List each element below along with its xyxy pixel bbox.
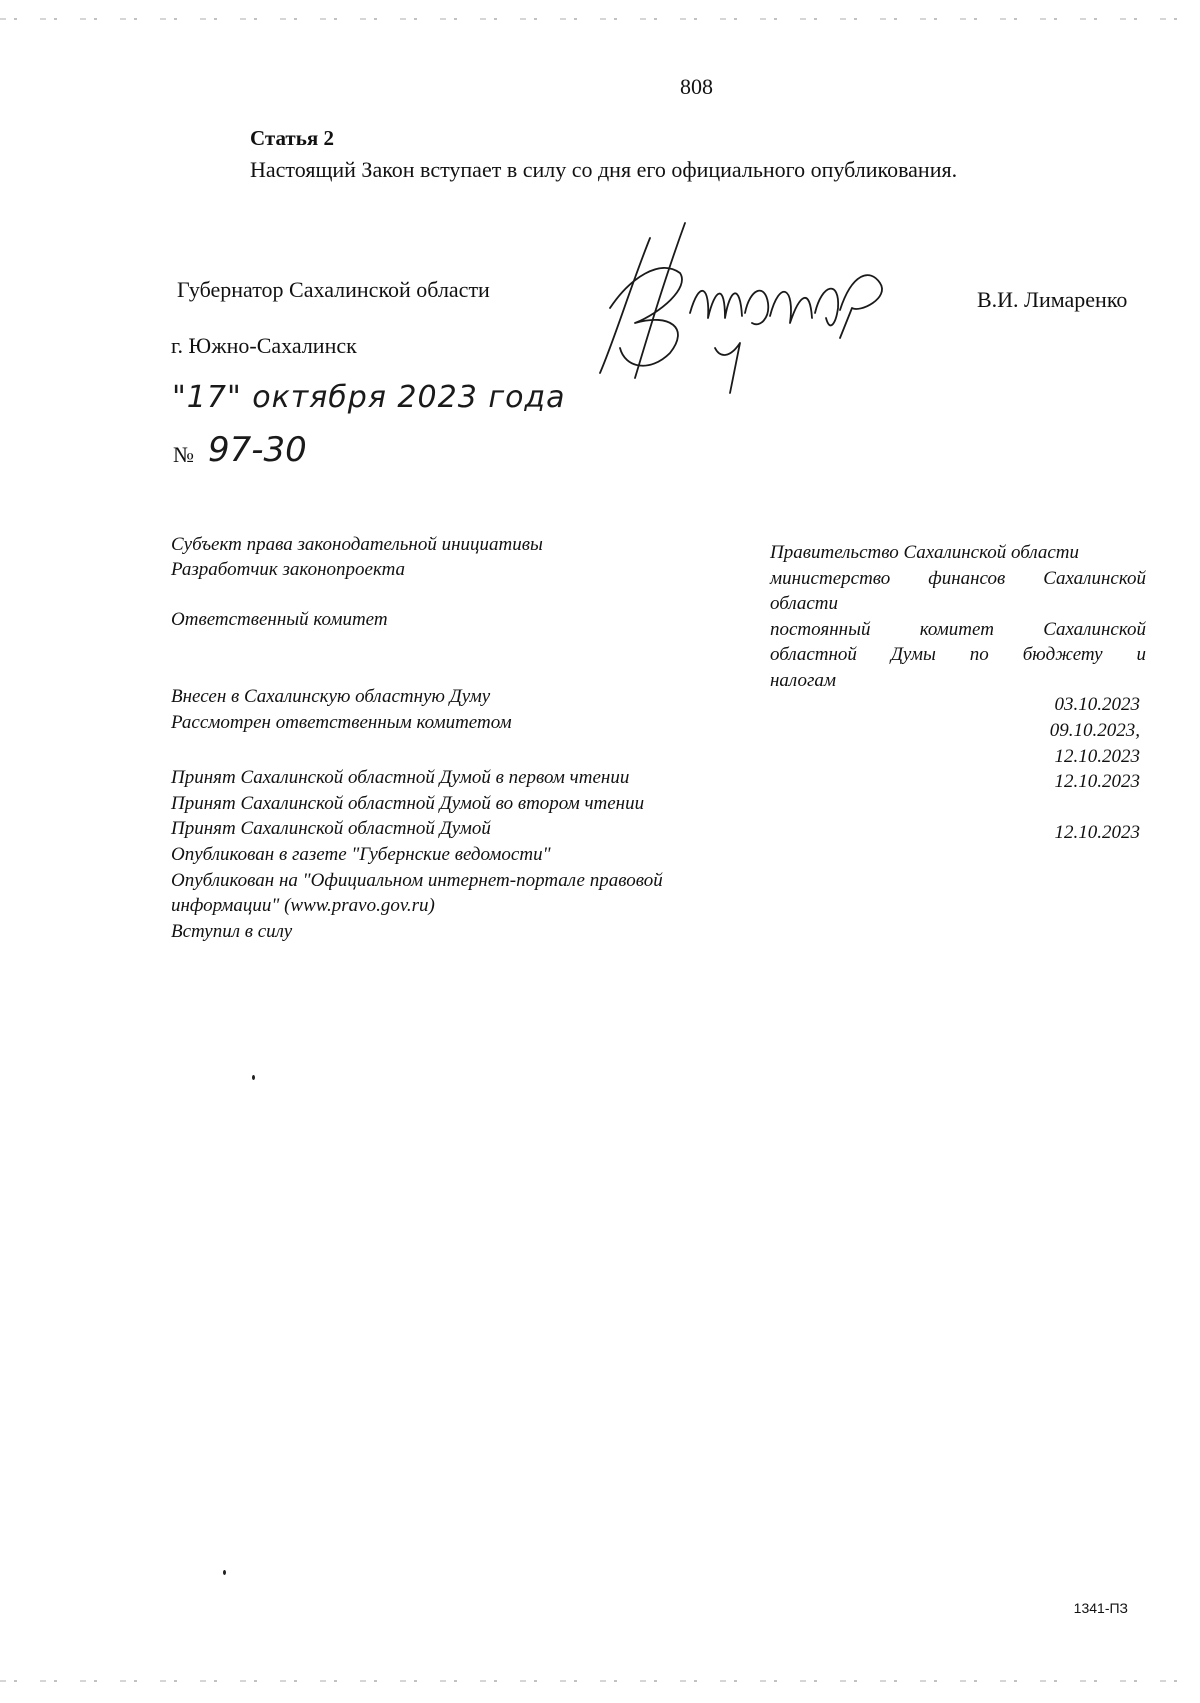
meta-in-force-label: Вступил в силу (171, 921, 293, 942)
scan-dot (223, 1570, 226, 1575)
article-text: Настоящий Закон вступает в силу со дня его официального опубликования. (250, 157, 958, 182)
meta-initiative-subject-label: Субъект права законодательной инициативы (171, 534, 543, 555)
law-number-prefix: № (173, 442, 194, 467)
meta-developer-label: Разработчик законопроекта (171, 559, 406, 580)
page-number: 808 (680, 74, 713, 99)
meta-first-reading-label: Принят Сахалинской областной Думой в первом чтении (171, 767, 630, 788)
meta-reviewed-label: Рассмотрен ответственным комитетом (171, 712, 512, 733)
signature-image (590, 218, 930, 418)
stamp-code: 1341-ПЗ (1073, 1600, 1128, 1616)
scan-dot (252, 1075, 255, 1080)
scan-artifact-bottom (0, 1680, 1200, 1682)
governor-title: Губернатор Сахалинской области (177, 277, 490, 302)
date-reviewed-1: 09.10.2023, (1049, 720, 1140, 741)
meta-adopted-label: Принят Сахалинской областной Думой (171, 818, 491, 839)
meta-developer-value-line2: области (770, 593, 839, 614)
date-adopted: 12.10.2023 (1054, 822, 1140, 843)
meta-committee-label: Ответственный комитет (171, 609, 388, 630)
meta-published-newspaper-label: Опубликован в газете "Губернские ведомости" (171, 844, 551, 865)
scan-artifact-top (0, 18, 1200, 20)
article-title: Статья 2 (250, 126, 334, 150)
date-first-reading: 12.10.2023 (1054, 771, 1140, 792)
city-name: г. Южно-Сахалинск (171, 333, 357, 358)
date-reviewed-2: 12.10.2023 (1054, 746, 1140, 767)
meta-committee-value-line1: постоянный комитет Сахалинской (770, 619, 1146, 640)
meta-submitted-label: Внесен в Сахалинскую областную Думу (171, 686, 491, 707)
law-date-handwritten: "17" октября 2023 года (172, 380, 566, 415)
meta-second-reading-label: Принят Сахалинской областной Думой во втором чтении (171, 793, 645, 814)
meta-published-portal-label-line1: Опубликован на "Официальном интернет-портале правовой (171, 870, 663, 891)
meta-developer-value-line1: министерство финансов Сахалинской (770, 568, 1146, 589)
meta-published-portal-label-line2: информации" (www.pravo.gov.ru) (171, 895, 435, 916)
meta-committee-value-line2: областной Думы по бюджету и (770, 644, 1146, 665)
meta-initiative-subject-value: Правительство Сахалинской области (770, 542, 1080, 563)
governor-name: В.И. Лимаренко (977, 287, 1128, 312)
date-submitted: 03.10.2023 (1054, 694, 1140, 715)
law-number-handwritten: 97-30 (208, 430, 307, 470)
meta-committee-value-line3: налогам (770, 670, 836, 691)
